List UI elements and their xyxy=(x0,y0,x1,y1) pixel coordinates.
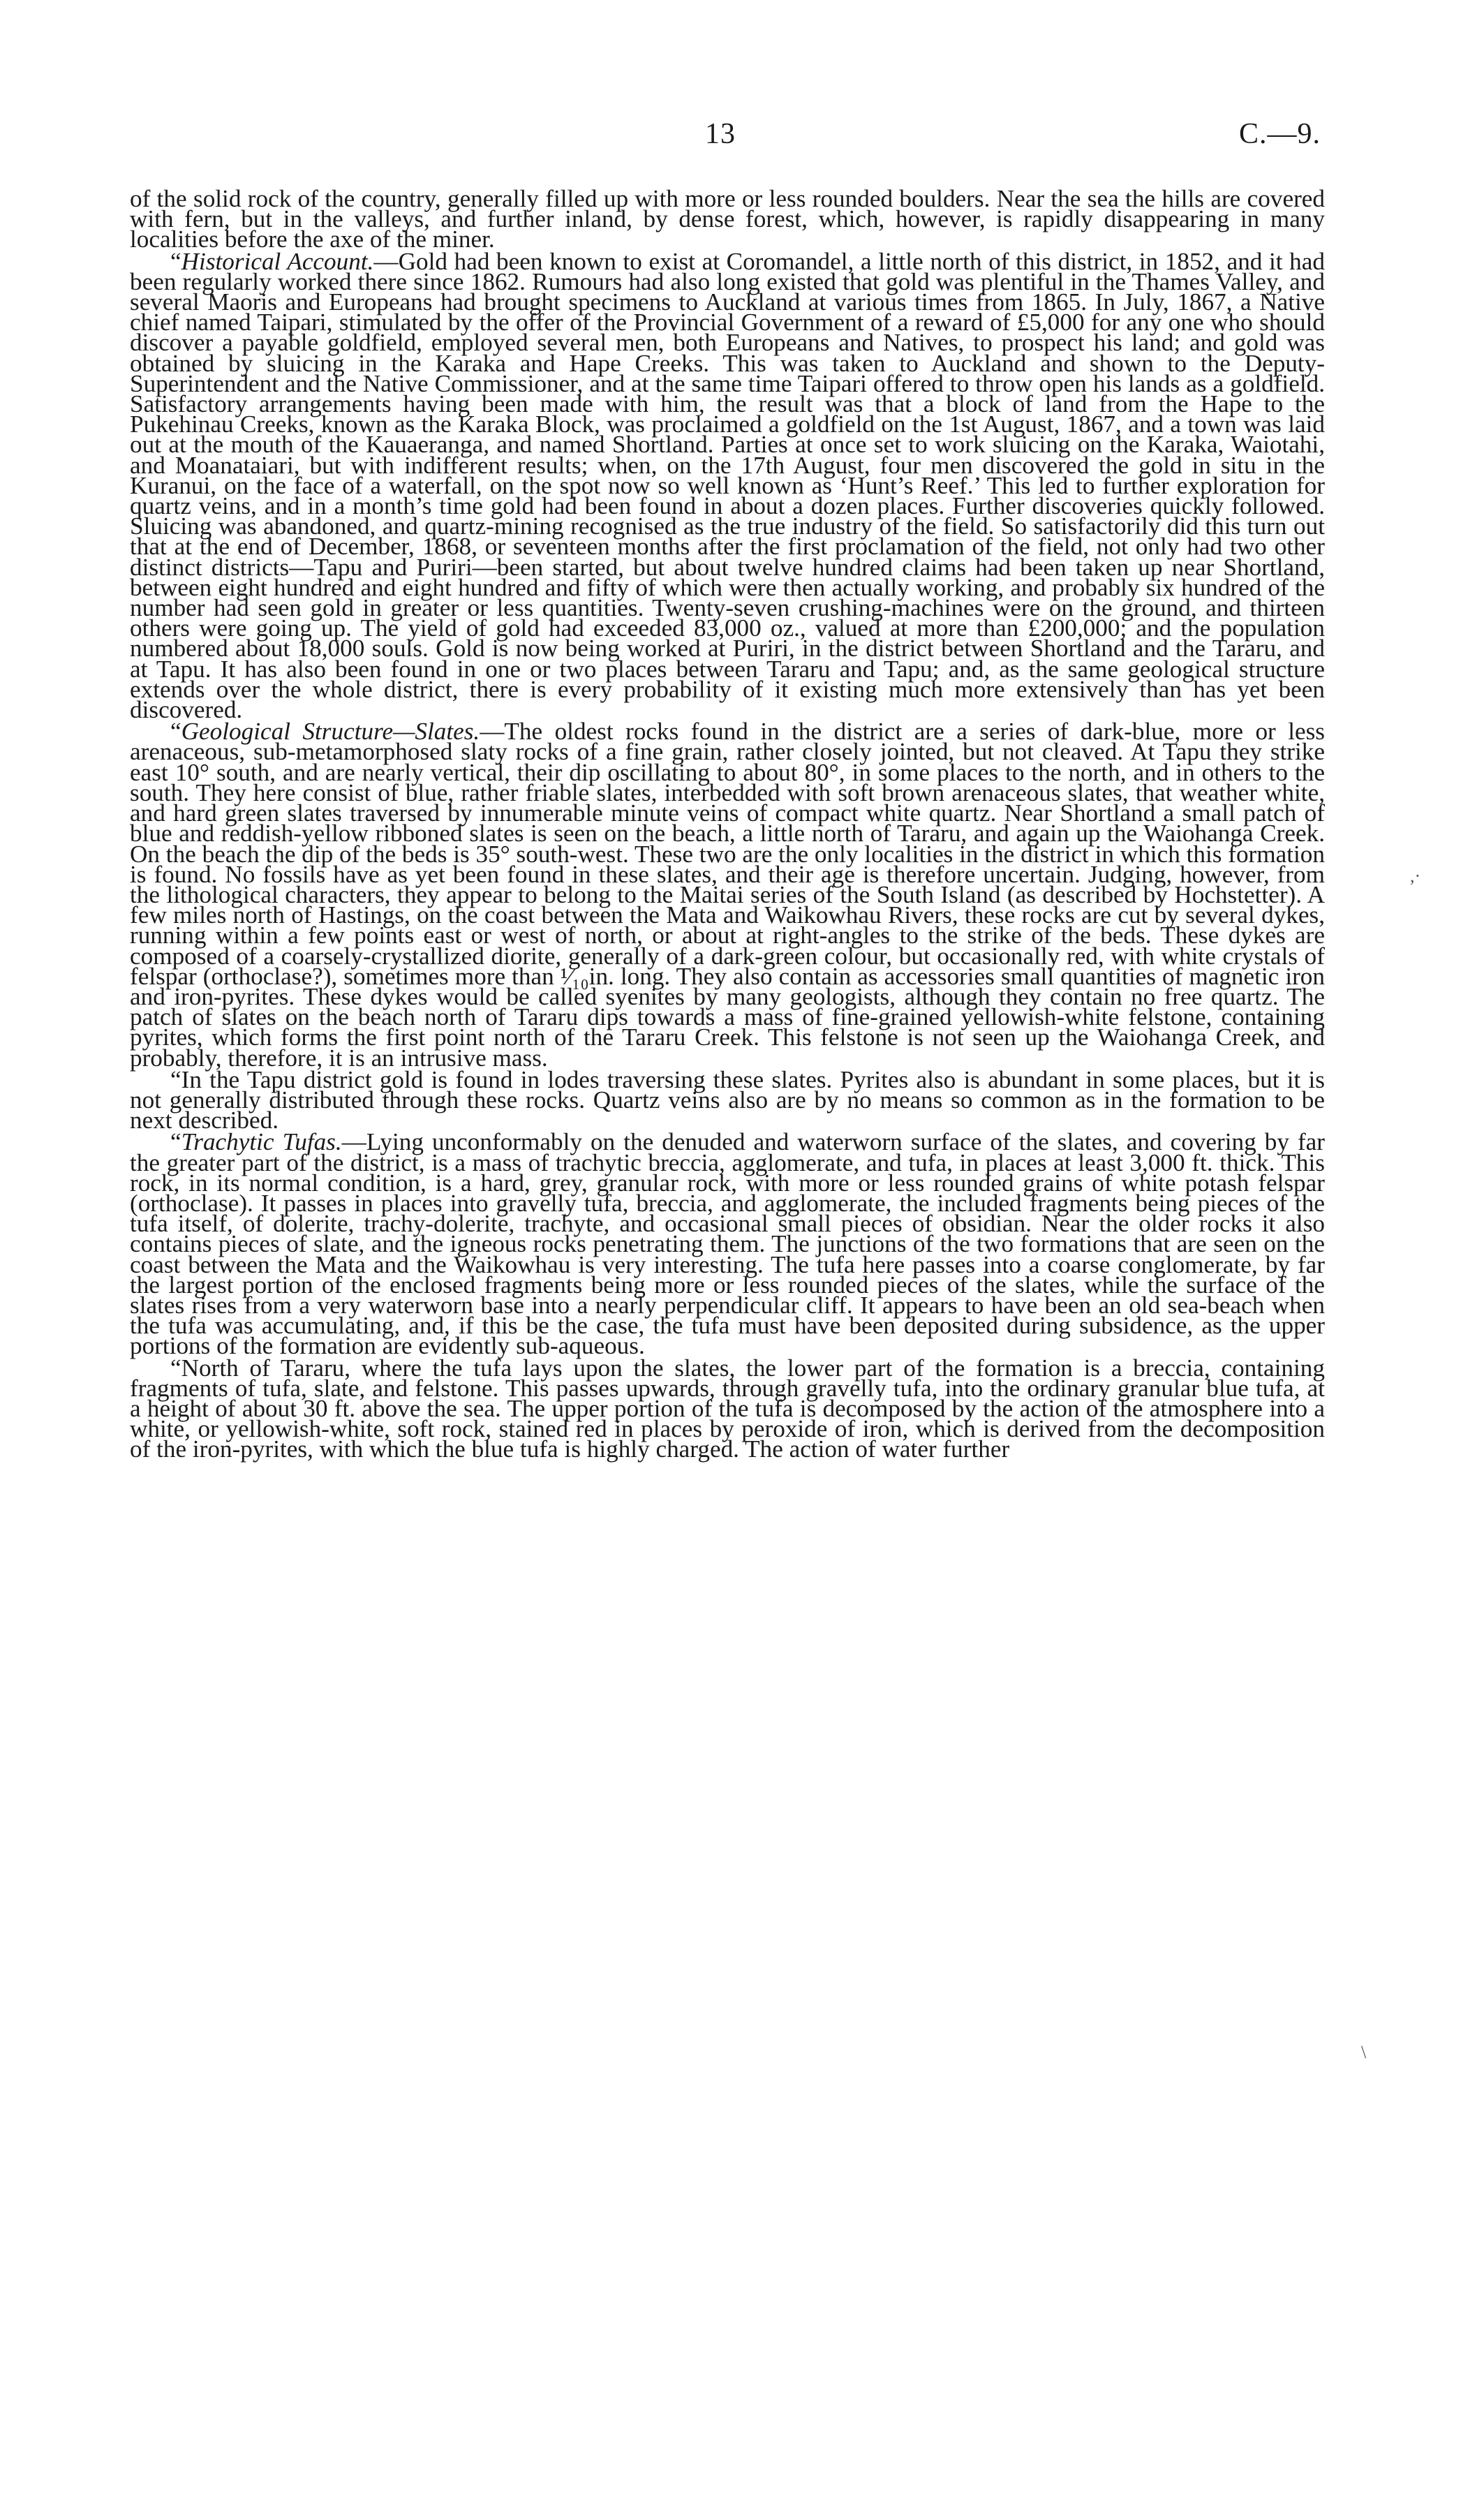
paragraph-trachytic-tufas xyxy=(130,1128,1325,1360)
margin-mark: ,· xyxy=(1410,866,1421,886)
paragraph-text: North of Tararu, where the tufa lays upon the slates, the lower part of the formation is a breccia, containing fragments of tufa, slate, and felstone. This passes upwards, through gravelly tufa, into the ordinary granular blue tufa, at a height of about 30 ft. above the sea. The upper portion of the tufa is decomposed by the action of the atmosphere into a white, or yellowish-white, soft rock, stained red in places by peroxide of iron, which is derived from the decomposition of the iron-pyrites, with which the blue tufa is highly charged. The action of water further xyxy=(130,1354,1325,1463)
margin-mark: \ xyxy=(1361,2042,1367,2062)
paragraph-intro xyxy=(130,185,1325,253)
paragraph-text: of the solid rock of the country, generally filled up with more or less rounded boulders. Near the sea the hills are covered with fern, but in the valleys, and further inland, by dense forest, which, however, is rapidly disappearing in many localities before the axe of the miner. xyxy=(130,185,1325,253)
open-quote: “ xyxy=(170,718,181,746)
open-quote: “ xyxy=(170,1128,181,1156)
paragraph-text: —Lying unconformably on the denuded and waterworn surface of the slates, and covering by far the greater part of the district, is a mass of trachytic breccia, agglomerate, and tufa, in places at least 3,000 ft. thick. This rock, in its normal condition, is a hard, grey, granular rock, with more or less rounded grains of white potash felspar (orthoclase). It passes in places into gravelly tufa, breccia, and agglomerate, the included fragments being pieces of the tufa itself, of dolerite, trachy-dolerite, trachyte, and occasional small pieces of obsidian. Near the older rocks it also contains pieces of slate, and the igneous rocks penetrating them. The junctions of the two formations that are seen on the coast between the Mata and the Waikowhau is very interesting. The tufa here passes into a coarse conglomerate, by far the largest portion of the enclosed fragments being more or less rounded pieces of the slates, while the surface of the slates rises from a very waterworn base into a nearly perpendicular cliff. It appears to have been an old sea-beach when the tufa was accumulating, and, if this be the case, the tufa must have been deposited during subsidence, as the upper portions of the formation are evidently sub-aqueous. xyxy=(130,1128,1325,1360)
section-heading: Trachytic Tufas. xyxy=(181,1128,342,1156)
paragraph-text: —Gold had been known to exist at Coromandel, a little north of this district, in 1852, and it had been regularly worked there since 1862. Rumours had also long existed that gold was plentiful in the Thames Valley, and several Maoris and Europeans had brought specimens to Auckland at various times from 1865. In July, 1867, a Native chief named Taipari, stimulated by the offer of the Provincial Government of a reward of £5,000 for any one who should discover a payable goldfield, employed several men, both Europeans and Natives, to prospect his land; and gold was obtained by sluicing in the Karaka and Hape Creeks. This was taken to Auckland and shown to the Deputy-Superintendent and the Native Commissioner, and at the same time Taipari offered to throw open his lands as a goldfield. Satisfactory arrangements having been made with him, the result was that a block of land from the Hape to the Pukehinau Creeks, known as the Karaka Block, was proclaimed a goldfield on the 1st August, 1867, and a town was laid out at the mouth of the Kauaeranga, and named Shortland. Parties at once set to work sluicing on the Karaka, Waiotahi, and Moanataiari, but with indifferent results; when, on the 17th August, four men discovered the gold in situ in the Kuranui, on the face of a waterfall, on the spot now so well known as ‘Hunt’s Reef.’ This led to further exploration for quartz veins, and in a month’s time gold had been found in about a dozen places. Further discoveries quickly followed. Sluicing was abandoned, and quartz-mining recognised as the true industry of the field. So satisfactorily did this turn out that at the end of December, 1868, or seventeen months after the first proclamation of the field, not only had two other distinct districts—Tapu and Puriri—been started, but about twelve hundred claims had been taken up near Shortland, between eight hundred and eight hundred and fifty of which were then actually working, and probably six hundred of the number had seen gold in greater or less quantities. Twenty-seven crushing-machines were on the ground, and thirteen others were going up. The yield of gold had exceeded 83,000 oz., valued at more than £200,000; and the population numbered about 18,000 souls. Gold is now being worked at Puriri, in the district between Shortland and the Tararu, and at Tapu. It has also been found in one or two places between Tararu and Tapu; and, as the same geological structure extends over the whole district, there is every probability of it existing much more extensively than has yet been discovered. xyxy=(130,247,1325,724)
open-quote: “ xyxy=(170,247,181,275)
paragraph-text: —The oldest rocks found in the district are a series of dark-blue, more or less arenaceous, sub-metamorphosed slaty rocks of a fine grain, rather closely jointed, but not cleaved. At Tapu they strike east 10° south, and are nearly vertical, their dip oscillating to about 80°, in some places to the north, and in others to the south. They here consist of blue, rather friable slates, interbedded with soft brown arenaceous slates, that weather white, and hard green slates traversed by innumerable minute veins of compact white quartz. Near Shortland a small patch of blue and reddish-yellow ribboned slates is seen on the beach, a little north of Tararu, and again up the Waiohanga Creek. On the beach the dip of the beds is 35° south-west. These two are the only localities in the district in which this formation is found. No fossils have as yet been found in these slates, and their age is therefore uncertain. Judging, however, from the lithological characters, they appear to belong to the Maitai series of the South Island (as described by Hochstetter). A few miles north of Hastings, on the coast between the Mata and Waikowhau Rivers, these rocks are cut by several dykes, running within a few points east or west of north, or about at right-angles to the strike of the beds. These dykes are composed of a coarsely-crystallized diorite, generally of a dark-green colour, but occasionally red, with white crystals of felspar (orthoclase?), sometimes more than ¹⁄₁₀in. long. They also contain as accessories small quantities of magnetic iron and iron-pyrites. These dykes would be called syenites by many geologists, although they contain no free quartz. The patch of slates on the beach north of Tararu dips towards a mass of fine-grained yellowish-white felstone, containing pyrites, which forms the first point north of the Tararu Creek. This felstone is not seen up the Waiohanga Creek, and probably, therefore, it is an intrusive mass. xyxy=(130,718,1326,1072)
document-reference: C.—9. xyxy=(1238,118,1321,150)
body-text xyxy=(130,185,1326,1463)
page-number: 13 xyxy=(705,118,736,150)
paragraph-north-of-tararu xyxy=(130,1354,1325,1463)
page-header xyxy=(0,117,1484,159)
paragraph-geological-structure xyxy=(130,718,1326,1072)
paragraph-tapu-district xyxy=(130,1065,1325,1134)
section-heading: Historical Account. xyxy=(181,247,374,275)
open-quote: “ xyxy=(170,1354,181,1382)
open-quote: “ xyxy=(170,1065,181,1093)
paragraph-historical-account xyxy=(130,247,1325,724)
paragraph-text: In the Tapu district gold is found in lodes traversing these slates. Pyrites also is abundant in some places, but it is not generally distributed through these rocks. Quartz veins also are by no means so common as in the formation to be next described. xyxy=(130,1065,1325,1134)
section-heading: Geological Structure—Slates. xyxy=(181,718,480,746)
